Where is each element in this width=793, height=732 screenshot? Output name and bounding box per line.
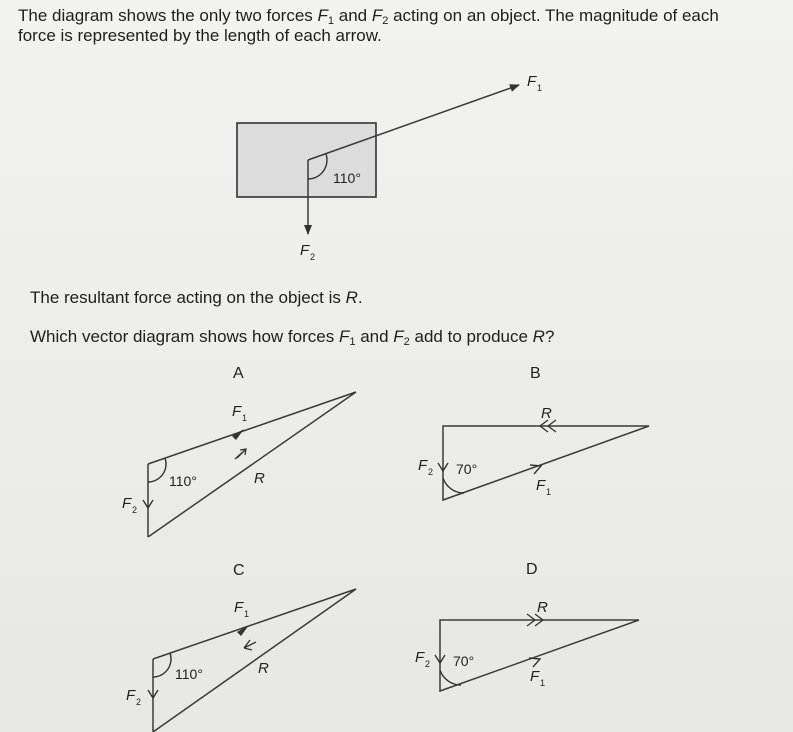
option-b-label-f2-sub: 2	[428, 467, 434, 477]
subscript-2: 2	[382, 15, 389, 27]
option-d-label-f2: F	[415, 649, 425, 666]
option-b-diagram	[418, 365, 649, 500]
main-label-f2-sub: 2	[310, 252, 316, 262]
resultant-text-a: The resultant force acting on the object is	[30, 288, 346, 307]
which-symbol-r: R	[532, 327, 545, 346]
option-d-letter: D	[526, 561, 538, 578]
option-b-label-r: R	[541, 405, 552, 422]
option-b-angle-arc	[443, 478, 464, 493]
option-c-label-f2: F	[126, 687, 136, 704]
question-intro-line-2: force is represented by the length of each arrow.	[18, 26, 382, 45]
option-c-letter: C	[233, 562, 245, 579]
option-b-label-f2: F	[418, 457, 428, 474]
option-c-label-f1: F	[234, 599, 244, 616]
option-a-r-arrowhead	[235, 449, 246, 459]
intro-text-c: acting on an object. The magnitude of each	[388, 6, 719, 25]
which-text-e: ?	[544, 327, 555, 346]
option-c-triangle	[153, 589, 356, 732]
which-subscript-2: 2	[403, 336, 410, 348]
option-c-diagram	[126, 562, 356, 732]
main-force-diagram	[237, 73, 542, 262]
intro-text-b: and	[334, 6, 372, 25]
option-b-label-f1-sub: 1	[546, 487, 552, 497]
main-label-f1-letter: F	[527, 73, 537, 90]
option-d-angle-arc	[440, 670, 461, 685]
main-label-f1	[527, 73, 542, 93]
main-label-f1-sub: 1	[537, 83, 543, 93]
option-a-label-f1: F	[232, 403, 242, 420]
option-a-letter: A	[233, 365, 244, 382]
which-text-a: Which vector diagram shows how forces	[30, 327, 339, 346]
option-b-label-f1: F	[536, 477, 546, 494]
option-b-letter: B	[530, 365, 541, 382]
main-label-f2	[300, 242, 315, 262]
option-d-label-f1-sub: 1	[540, 678, 546, 688]
subscript-1: 1	[327, 15, 335, 27]
option-d-label-f2-sub: 2	[425, 659, 431, 669]
symbol-r: R	[345, 288, 358, 307]
option-a-label-f2-sub: 2	[132, 505, 138, 515]
option-d-angle-label: 70°	[453, 653, 475, 669]
symbol-f2: F	[371, 6, 383, 25]
option-a-angle-label: 110°	[169, 473, 197, 489]
option-c-label-f1-sub: 1	[244, 609, 250, 619]
main-label-f2-letter: F	[300, 242, 310, 259]
option-c-label-r: R	[258, 660, 269, 677]
resultant-text-c: .	[357, 288, 363, 307]
option-c-label-f2-sub: 2	[136, 697, 142, 707]
main-angle-label: 110°	[333, 170, 361, 186]
option-b-angle-label: 70°	[456, 461, 478, 477]
symbol-f1: F	[317, 6, 328, 25]
option-a-label-f1-sub: 1	[242, 413, 248, 423]
which-symbol-f2: F	[393, 327, 404, 346]
option-d-label-r: R	[537, 599, 548, 616]
option-c-angle-label: 110°	[175, 666, 203, 682]
option-a-triangle	[148, 392, 356, 537]
which-text-c: add to produce	[409, 327, 533, 346]
option-a-label-f2: F	[122, 495, 132, 512]
which-text-b: and	[355, 327, 394, 346]
option-c-f1-arrowhead	[237, 625, 249, 636]
option-d-label-f1: F	[530, 668, 540, 685]
which-symbol-f1: F	[338, 327, 350, 346]
option-a-diagram	[122, 365, 356, 537]
option-a-label-r: R	[254, 470, 265, 487]
intro-text-a: The diagram shows the only two forces	[18, 6, 318, 25]
option-c-r-arrowhead	[244, 640, 256, 650]
which-subscript-1: 1	[349, 336, 356, 348]
option-d-diagram	[415, 561, 639, 691]
